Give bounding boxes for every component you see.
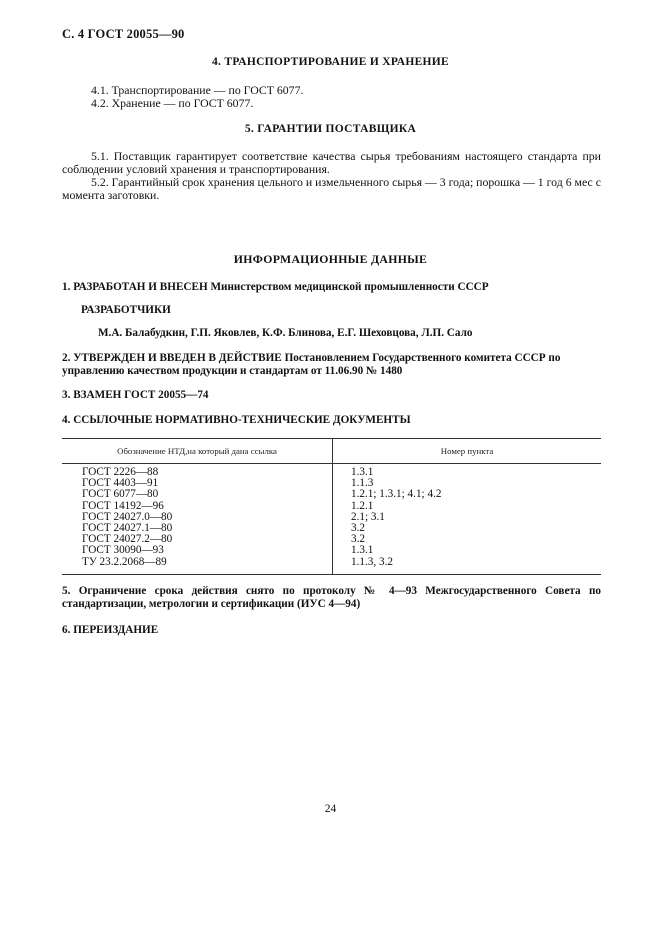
table-column-divider (332, 438, 333, 575)
section-4-title: 4. ТРАНСПОРТИРОВАНИЕ И ХРАНЕНИЕ (212, 56, 449, 68)
table-row-document: ГОСТ 24027.1—80 (82, 521, 173, 534)
info-item-6: 6. ПЕРЕИЗДАНИЕ (62, 624, 159, 636)
table-row-document: ГОСТ 4403—91 (82, 477, 159, 490)
table-row-document: ГОСТ 2226—88 (82, 466, 159, 478)
info-title: ИНФОРМАЦИОННЫЕ ДАННЫЕ (233, 252, 428, 266)
info-item-2-number: 2. (62, 352, 71, 364)
table-row-clause: 1.2.1 (351, 499, 374, 512)
page-number: 24 (324, 803, 337, 815)
references-table (62, 438, 601, 575)
info-item-1-caps: РАЗРАБОТАН И ВНЕСЕН (73, 281, 208, 293)
table-column-clauses (351, 467, 441, 568)
table-row-document: ГОСТ 6077—80 (82, 488, 159, 501)
info-item-5: 5. Ограничение срока действия снято по протоколу № 4—93 Межгосударственного Совета по стандартизации, метрологии и сертификации (ИУС 4—94) (62, 585, 601, 610)
table-row-clause: 1.3.1 (351, 544, 374, 557)
developers-label: РАЗРАБОТЧИКИ (81, 304, 171, 316)
table-row-clause: 2.1; 3.1 (351, 510, 385, 523)
section-4-item-2: 4.2. Хранение — по ГОСТ 6077. (91, 96, 254, 110)
info-item-2-caps: УТВЕРЖДЕН И ВВЕДЕН В ДЕЙСТВИЕ (73, 352, 282, 364)
table-row-document: ГОСТ 24027.0—80 (82, 510, 173, 523)
table-header-clause: Номер пункта (440, 446, 494, 456)
info-item-1 (62, 281, 489, 293)
table-column-documents (82, 467, 172, 568)
table-row-document: ТУ 23.2.2068—89 (82, 555, 167, 568)
table-row-document: ГОСТ 30090—93 (82, 544, 164, 557)
table-row-clause: 3.2 (351, 533, 365, 546)
developers-list: М.А. Балабудкин, Г.П. Яковлев, К.Ф. Блинова, Е.Г. Шеховцова, Л.П. Сало (98, 327, 473, 339)
info-item-3: 3. ВЗАМЕН ГОСТ 20055—74 (62, 389, 209, 401)
table-row-document: ГОСТ 24027.2—80 (82, 533, 173, 546)
table-header-document: Обозначение НТД,на который дана ссылка (117, 446, 277, 456)
info-item-4: 4. ССЫЛОЧНЫЕ НОРМАТИВНО-ТЕХНИЧЕСКИЕ ДОКУМЕНТЫ (62, 414, 411, 426)
table-row-clause: 1.1.3, 3.2 (351, 555, 393, 568)
table-row-clause: 1.2.1; 1.3.1; 4.1; 4.2 (351, 488, 442, 501)
info-item-1-rest: Министерством медицинской промышленности СССР (210, 281, 489, 293)
table-row-clause: 1.3.1 (351, 466, 374, 478)
table-row-clause: 1.1.3 (351, 477, 374, 490)
section-5-paragraph-2: 5.2. Гарантийный срок хранения цельного и измельченного сырья — 3 года; порошка — 1 год 6 мес с момента заготовки. (62, 175, 601, 202)
section-5-title: 5. ГАРАНТИИ ПОСТАВЩИКА (244, 123, 417, 135)
table-row-document: ГОСТ 14192—96 (82, 499, 164, 512)
info-item-2-rest: Постановлением Государственного комитета СССР по управлению качеством продукции и стандартам от 11.06.90 № 1480 (62, 352, 561, 377)
section-4-item-1: 4.1. Транспортирование — по ГОСТ 6077. (91, 83, 304, 97)
section-5-paragraph-1: 5.1. Поставщик гарантирует соответствие качества сырья требованиям настоящего стандарта при соблюдении условий хранения и транспортирования. (62, 149, 601, 176)
info-item-1-number: 1. (62, 281, 71, 293)
page-header: С. 4 ГОСТ 20055—90 (62, 27, 185, 41)
info-item-2 (62, 352, 597, 378)
table-row-clause: 3.2 (351, 521, 365, 534)
